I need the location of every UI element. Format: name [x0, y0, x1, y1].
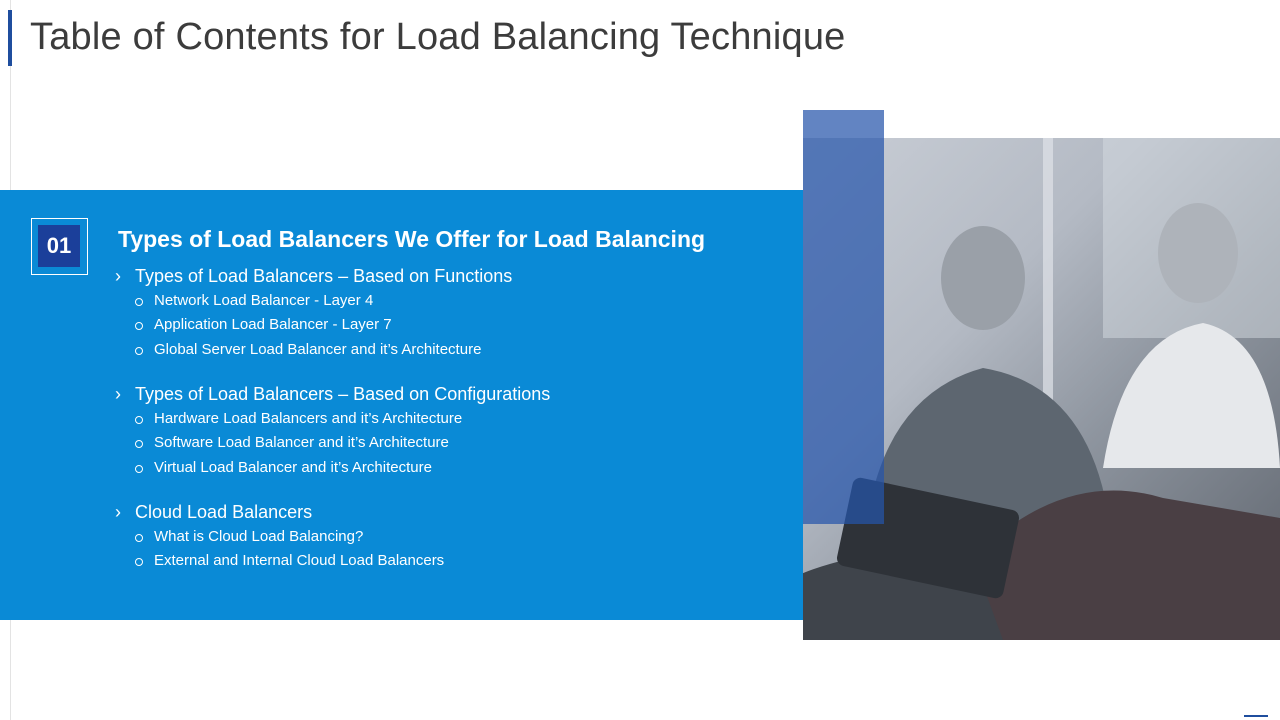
toc-item-label: What is Cloud Load Balancing?: [154, 527, 364, 545]
chevron-right-icon: ›: [115, 502, 121, 522]
toc-item: [135, 524, 775, 549]
circle-bullet-icon: [135, 416, 143, 424]
toc-item-label: Virtual Load Balancer and it’s Architecture: [154, 458, 432, 476]
photo-accent-strip: [803, 110, 884, 524]
toc-group-title: Types of Load Balancers – Based on Configurations: [135, 383, 551, 404]
circle-bullet-icon: [135, 440, 143, 448]
chevron-right-icon: ›: [115, 384, 121, 404]
toc-item-label: Software Load Balancer and it’s Architecture: [154, 434, 449, 452]
section-number-badge: [31, 218, 88, 275]
chevron-right-icon: ›: [115, 266, 121, 286]
toc-group-cloud: [115, 500, 775, 573]
circle-bullet-icon: [135, 347, 143, 355]
toc-item: [135, 549, 775, 574]
toc-item-label: Network Load Balancer - Layer 4: [154, 291, 374, 309]
toc-item: [135, 337, 775, 362]
circle-bullet-icon: [135, 298, 143, 306]
circle-bullet-icon: [135, 534, 143, 542]
circle-bullet-icon: [135, 322, 143, 330]
toc-group-configurations: [115, 382, 775, 480]
toc-item: [135, 406, 775, 431]
section-number: 01: [38, 225, 80, 267]
circle-bullet-icon: [135, 465, 143, 473]
toc-group-header: [115, 264, 775, 288]
toc-item: [135, 313, 775, 338]
toc-item: [135, 455, 775, 480]
toc-group-functions: [115, 264, 775, 362]
toc-item-label: Application Load Balancer - Layer 7: [154, 316, 392, 334]
toc-item-label: External and Internal Cloud Load Balancers: [154, 552, 445, 570]
toc-group-title: Types of Load Balancers – Based on Functions: [135, 265, 513, 286]
slide-title: Table of Contents for Load Balancing Technique: [30, 16, 846, 58]
corner-mark: [1244, 715, 1268, 717]
toc-item: [135, 288, 775, 313]
toc-item: [135, 431, 775, 456]
toc-item-label: Hardware Load Balancers and it’s Architecture: [154, 409, 463, 427]
toc-item-label: Global Server Load Balancer and it’s Architecture: [154, 340, 482, 358]
toc-group-title: Cloud Load Balancers: [135, 501, 313, 522]
title-accent-bar: [8, 10, 12, 66]
circle-bullet-icon: [135, 558, 143, 566]
toc-group-header: [115, 382, 775, 406]
toc-group-header: [115, 500, 775, 524]
section-heading: Types of Load Balancers We Offer for Load Balancing: [118, 226, 706, 252]
